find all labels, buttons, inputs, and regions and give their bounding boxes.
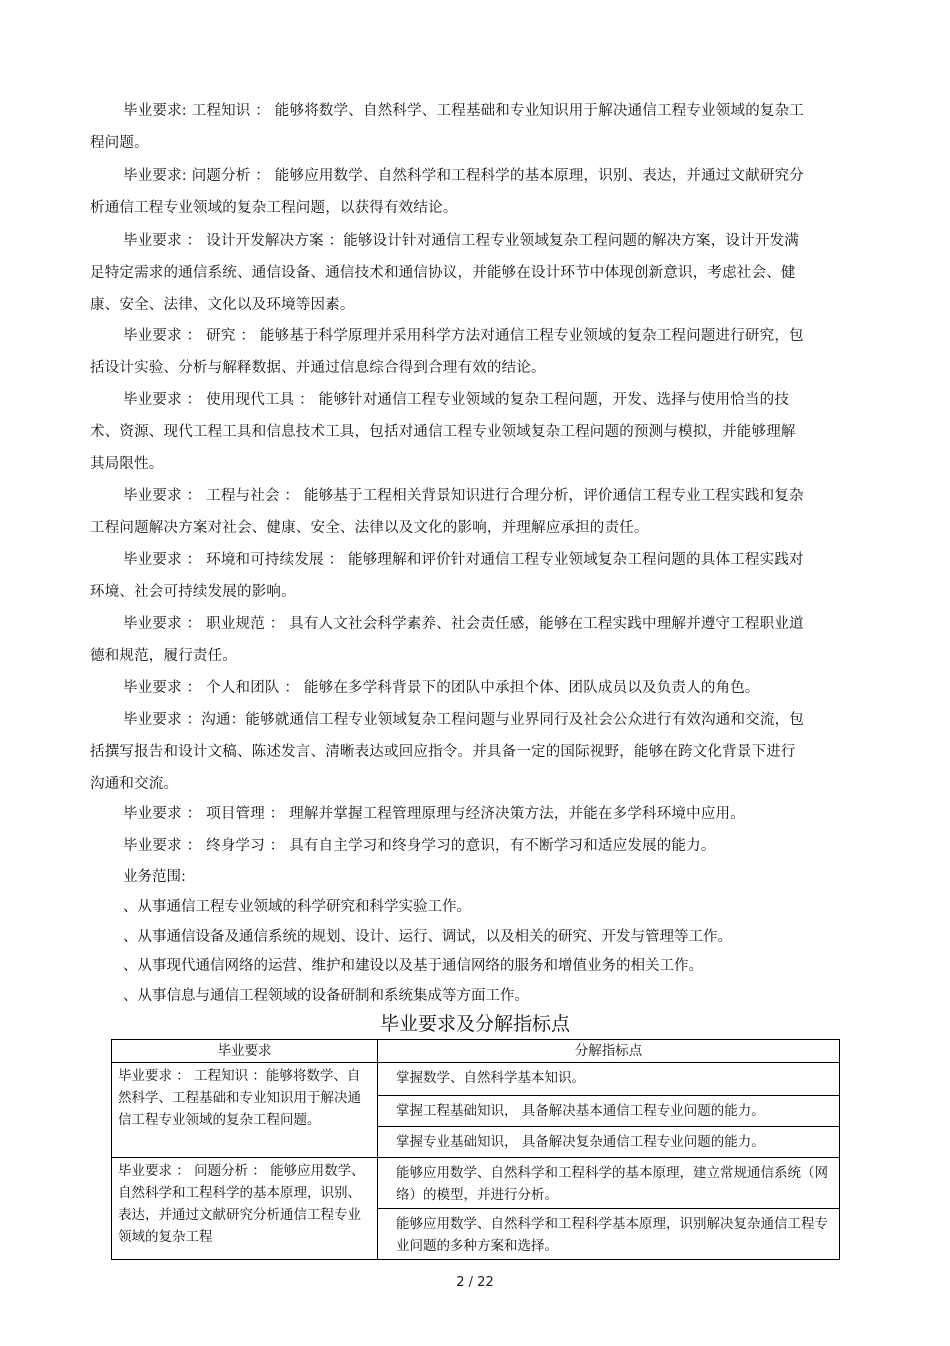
table-title: 毕业要求及分解指标点 <box>379 1013 570 1035</box>
header-requirement: 毕业要求 <box>112 1040 378 1063</box>
requirement-paragraph: 毕业要求 ： 个人和团队 ： 能够在多学科背景下的团队中承担个体、团队成员以及负责人的角色。 <box>123 680 760 696</box>
scope-item: 、从事信息与通信工程领域的设备研制和系统集成等方面工作。 <box>123 987 529 1004</box>
requirement-paragraph: 毕业要求: 问题分析 ： 能够应用数学、自然科学和工程科学的基本原理，识别、表达，并通过文献研究分析通信工程专业领域的复杂工程问题，以获得有效结论。 <box>90 168 805 216</box>
table-header-row <box>112 1040 840 1063</box>
scope-item: 、从事现代通信网络的运营、维护和建设以及基于通信网络的服务和增值业务的相关工作。 <box>123 958 703 974</box>
table-row <box>112 1063 840 1096</box>
requirement-paragraph: 毕业要求 ： 终身学习 ： 具有自主学习和终身学习的意识，有不断学习和适应发展的能力。 <box>123 838 716 854</box>
requirement-paragraph: 毕业要求: 工程知识 ： 能够将数学、自然科学、工程基础和专业知识用于解决通信工程专业领域的复杂工程问题。 <box>90 103 805 151</box>
indicator-cell: 能够应用数学、自然科学和工程科学基本原理，识别解决复杂通信工程专业问题的多种方案和选择。 <box>378 1209 840 1260</box>
indicator-cell: 掌握专业基础知识， 具备解决复杂通信工程专业问题的能力。 <box>378 1127 840 1158</box>
scope-item: 、从事通信工程专业领域的科学研究和科学实验工作。 <box>123 899 471 915</box>
requirement-paragraph: 毕业要求 ： 职业规范 ： 具有人文社会科学素养、社会责任感，能够在工程实践中理解并遵守工程职业道德和规范，履行责任。 <box>90 616 804 664</box>
requirement-paragraph: 毕业要求 ： 工程与社会 ： 能够基于工程相关背景知识进行合理分析，评价通信工程专业工程实践和复杂工程问题解决方案对社会、健康、安全、法律以及文化的影响，并理解应承担的责任。 <box>90 488 804 536</box>
table-row <box>112 1158 840 1209</box>
requirement-paragraph: 毕业要求 ： 使用现代工具 ： 能够针对通信工程专业领域的复杂工程问题，开发、选择与使用恰当的技术、资源、现代工程工具和信息技术工具，包括对通信工程专业领域复杂工程问题的预测与模拟，并能够理解其局限性。 <box>90 392 796 472</box>
scope-heading: 业务范围: <box>123 869 186 885</box>
requirement-paragraph: 毕业要求 ： 研究 ： 能够基于科学原理并采用科学方法对通信工程专业领域的复杂工程问题进行研究，包括设计实验、分析与解释数据、并通过信息综合得到合理有效的结论。 <box>90 328 804 376</box>
indicator-cell: 掌握数学、自然科学基本知识。 <box>378 1063 840 1096</box>
requirement-paragraph: 毕业要求 ： 环境和可持续发展 ： 能够理解和评价针对通信工程专业领域复杂工程问题的具体工程实践对环境、社会可持续发展的影响。 <box>90 552 804 600</box>
page-number: 2 / 22 <box>456 1275 494 1290</box>
requirement-cell: 毕业要求 ： 问题分析 ： 能够应用数学、自然科学和工程科学的基本原理，识别、表达，并通过文献研究分析通信工程专业领域的复杂工程 <box>112 1158 378 1260</box>
requirement-paragraph: 毕业要求 ： 项目管理 ： 理解并掌握工程管理原理与经济决策方法，并能在多学科环境中应用。 <box>123 806 745 822</box>
requirement-paragraph: 毕业要求 ： 设计开发解决方案 ：能够设计针对通信工程专业领域复杂工程问题的解决方案，设计开发满足特定需求的通信系统、通信设备、通信技术和通信协议，并能够在设计环节中体现创新意识，考虑社会、健康、安全、法律、文化以及环境等因素。 <box>90 233 799 313</box>
requirement-paragraph: 毕业要求 ：沟通：能够就通信工程专业领域复杂工程问题与业界同行及社会公众进行有效沟通和交流，包括撰写报告和设计文稿、陈述发言、清晰表达或回应指令。并具备一定的国际视野，能够在跨文化背景下进行沟通和交流。 <box>90 712 805 792</box>
requirement-cell: 毕业要求 ： 工程知识 ：能够将数学、自然科学、工程基础和专业知识用于解决通信工程专业领域的复杂工程问题。 <box>112 1063 378 1158</box>
indicator-cell: 掌握工程基础知识， 具备解决基本通信工程专业问题的能力。 <box>378 1096 840 1127</box>
header-indicators: 分解指标点 <box>378 1040 840 1063</box>
requirements-table <box>111 1039 840 1260</box>
scope-list <box>123 893 732 1011</box>
scope-item: 、从事通信设备及通信系统的规划、设计、运行、调试，以及相关的研究、开发与管理等工作。 <box>123 928 732 945</box>
indicator-cell: 能够应用数学、自然科学和工程科学的基本原理，建立常规通信系统（网络）的模型，并进行分析。 <box>378 1158 840 1209</box>
